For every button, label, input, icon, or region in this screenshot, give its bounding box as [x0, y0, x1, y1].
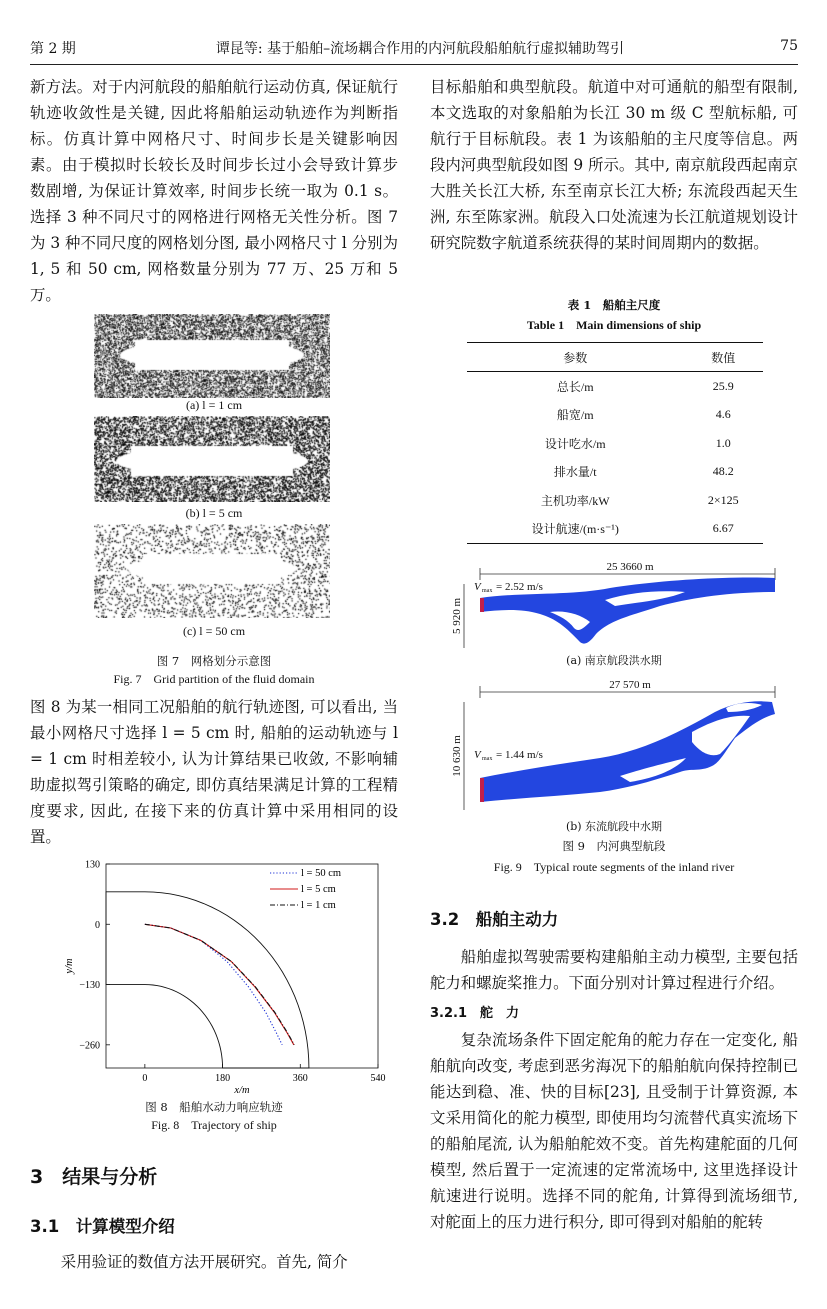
trajectory-series [145, 924, 294, 1045]
x-axis-label: x/m [234, 1085, 250, 1094]
y-tick-label: −260 [79, 1040, 100, 1052]
table-cell: 2×125 [707, 492, 739, 507]
table-cell: 6.67 [683, 515, 763, 544]
legend-label: l = 50 cm [301, 868, 342, 879]
fig9a-caption: (a) 南京航段洪水期 [566, 654, 662, 667]
x-tick-label: 540 [370, 1073, 386, 1084]
plot-frame [106, 864, 378, 1068]
fig7-sub-c: (c) l = 50 cm [182, 624, 246, 638]
mesh-image-c [94, 524, 330, 618]
fig9b-height-label: 10 630 m [451, 735, 463, 777]
table-cell: 设计航速/(m·s⁻¹) [467, 515, 683, 544]
section-3-2-1-heading: 3.2.1 舵 力 [430, 1006, 520, 1021]
y-tick-label: −130 [79, 980, 100, 992]
x-tick-label: 0 [142, 1073, 148, 1084]
running-title: 谭昆等: 基于船舶–流场耦合作用的内河航段船舶航行虚拟辅助驾引 [215, 41, 625, 57]
x-tick-label: 180 [215, 1073, 231, 1084]
y-tick-label: 0 [95, 919, 100, 931]
table-cell: 1.0 [715, 435, 731, 450]
table-header-value: 数值 [683, 343, 763, 372]
table-row [467, 372, 763, 401]
section-3-1-heading: 3.1 计算模型介绍 [30, 1217, 175, 1236]
fig9-caption-en: Fig. 9 Typical route segments of the inland river [493, 860, 735, 874]
right-paragraph-3: 复杂流场条件下固定舵角的舵力存在一定变化, 船舶航向改变, 考虑到恶劣海况下的船舶航向保持控制已能达到稳、准、快的目标[23], 且受制于计算资源, 本文采用简化的舵力模型, 即使用均匀流替代真实流场下的船舶尾流, 认为船舶舵效不变。首先构建舵面的几何模型, 然后置于一定流速的定常流场中, 这里选择设计航速进行说明。选择不同的舵角, 计算得到流场细节, 对舵面上的压力进行积分, 即可得到对船舶的舵转 [430, 1031, 798, 1231]
legend-label: l = 1 cm [301, 900, 336, 911]
fig9b-width-label: 27 570 m [609, 679, 651, 691]
fig9b-vmax: = 1.44 m/s [496, 749, 543, 761]
fig9b-vsym: V [474, 749, 481, 761]
table-cell: 主机功率/kW [540, 493, 610, 508]
channel-outline [106, 892, 309, 1068]
table-row [467, 458, 763, 487]
table1-caption-en: Table 1 Main dimensions of ship [526, 318, 702, 332]
legend-label: l = 5 cm [301, 884, 336, 895]
section-3-heading: 3 结果与分析 [30, 1166, 158, 1188]
fig9a-vmax: = 2.52 m/s [496, 581, 543, 593]
table-row [467, 515, 763, 544]
fig8-caption-zh: 图 8 船舶水动力响应轨迹 [145, 1100, 283, 1114]
inlet-marker [480, 778, 484, 802]
table-row [467, 429, 763, 458]
fig9-caption-zh: 图 9 内河典型航段 [562, 839, 666, 853]
figure-7 [30, 314, 398, 654]
fig7-caption-en: Fig. 7 Grid partition of the fluid domain [113, 672, 315, 686]
table-cell: 船宽/m [556, 408, 594, 423]
table-header-row [467, 343, 763, 372]
fig9a-vsym: V [474, 581, 481, 593]
y-axis-label: y/m [64, 958, 75, 974]
fig7-sub-b: (b) l = 5 cm [185, 506, 243, 520]
header-rule [30, 64, 798, 65]
issue-number: 第 2 期 [30, 41, 76, 57]
fig7-caption-zh: 图 7 网格划分示意图 [156, 654, 272, 668]
right-paragraph-1: 目标船舶和典型航段。航道中对可通航的船型有限制, 本文选取的对象船舶为长江 30 m 级 C 型航标船, 可航行于目标航段。表 1 为该船舶的主尺度等信息。两段内河典型航段如图 9 所示。其中, 南京航段西起南京大胜关长江大桥, 东至南京长江大桥; 东流段西起天生洲, 东至陈家洲。航段入口处流速为长江航道规划设计研究院数字航道系统获得的某时间周期内的数据。 [430, 78, 798, 252]
page-header [30, 38, 798, 64]
table-1-ship-dimensions [467, 342, 763, 544]
fig9b-caption: (b) 东流航段中水期 [565, 820, 663, 833]
table1-caption-zh: 表 1 船舶主尺度 [567, 298, 661, 312]
mesh-image-b [94, 416, 330, 502]
section-3-2-heading: 3.2 船舶主动力 [430, 910, 559, 929]
left-column [30, 74, 398, 1275]
right-column [430, 74, 798, 1235]
figure-8-trajectory-chart [30, 858, 398, 1094]
trajectory-series [145, 924, 294, 1045]
fig9a-vsub: max [482, 588, 493, 594]
table-cell: 25.9 [712, 378, 734, 393]
fig9b-vsub: max [482, 756, 493, 762]
fig7-sub-a: (a) l = 1 cm [185, 398, 243, 412]
fig9a-width-label: 25 3660 m [606, 562, 654, 573]
figure-9-river-segments [430, 562, 798, 858]
left-paragraph-3: 采用验证的数值方法开展研究。首先, 简介 [60, 1253, 348, 1271]
page-number: 75 [780, 38, 798, 54]
table-row [467, 486, 763, 515]
x-tick-label: 360 [292, 1073, 308, 1084]
table-row [467, 401, 763, 430]
table-cell: 总长/m [556, 379, 594, 394]
inlet-marker [480, 598, 484, 612]
table-cell: 排水量/t [553, 465, 597, 480]
table-header-param: 参数 [467, 343, 683, 372]
y-tick-label: 130 [85, 859, 100, 871]
trajectory-series [145, 924, 282, 1045]
fig9a-height-label: 5 920 m [451, 597, 463, 635]
mesh-image-a [94, 314, 330, 398]
table-cell: 48.2 [712, 464, 734, 479]
table-cell: 设计吃水/m [544, 436, 606, 451]
fig8-caption-en: Fig. 8 Trajectory of ship [151, 1118, 277, 1132]
table-cell: 4.6 [715, 407, 731, 422]
right-paragraph-2: 船舶虚拟驾驶需要构建船舶主动力模型, 主要包括舵力和螺旋桨推力。下面分别对计算过程进行介绍。 [430, 948, 798, 992]
left-paragraph-1: 新方法。对于内河航段的船舶航行运动仿真, 保证航行轨迹收敛性是关键, 因此将船舶运动轨迹作为判断指标。仿真计算中网格尺寸、时间步长是关键影响因素。由于模拟时长较长及时间步长过小会导致计算步数剧增, 为保证计算效率, 时间步长统一取为 0.1 s。选择 3 种不同尺寸的网格进行网格无关性分析。图 7 为 3 种不同尺度的网格划分图, 最小网格尺寸 l 分别为 1, 5 和 50 cm, 网格数量分别为 77 万、25 万和 5 万。 [30, 78, 398, 304]
left-paragraph-2: 图 8 为某一相同工况船舶的航行轨迹图, 可以看出, 当最小网格尺寸选择 l = 5 cm 时, 船舶的运动轨迹与 l = 1 cm 时相差较小, 认为计算结果已收敛, 不影响辅助虚拟驾引策略的确定, 即仿真结果满足计算的工程精度要求, 因此, 在接下来的仿真计算中采用相同的设置。 [30, 698, 398, 846]
